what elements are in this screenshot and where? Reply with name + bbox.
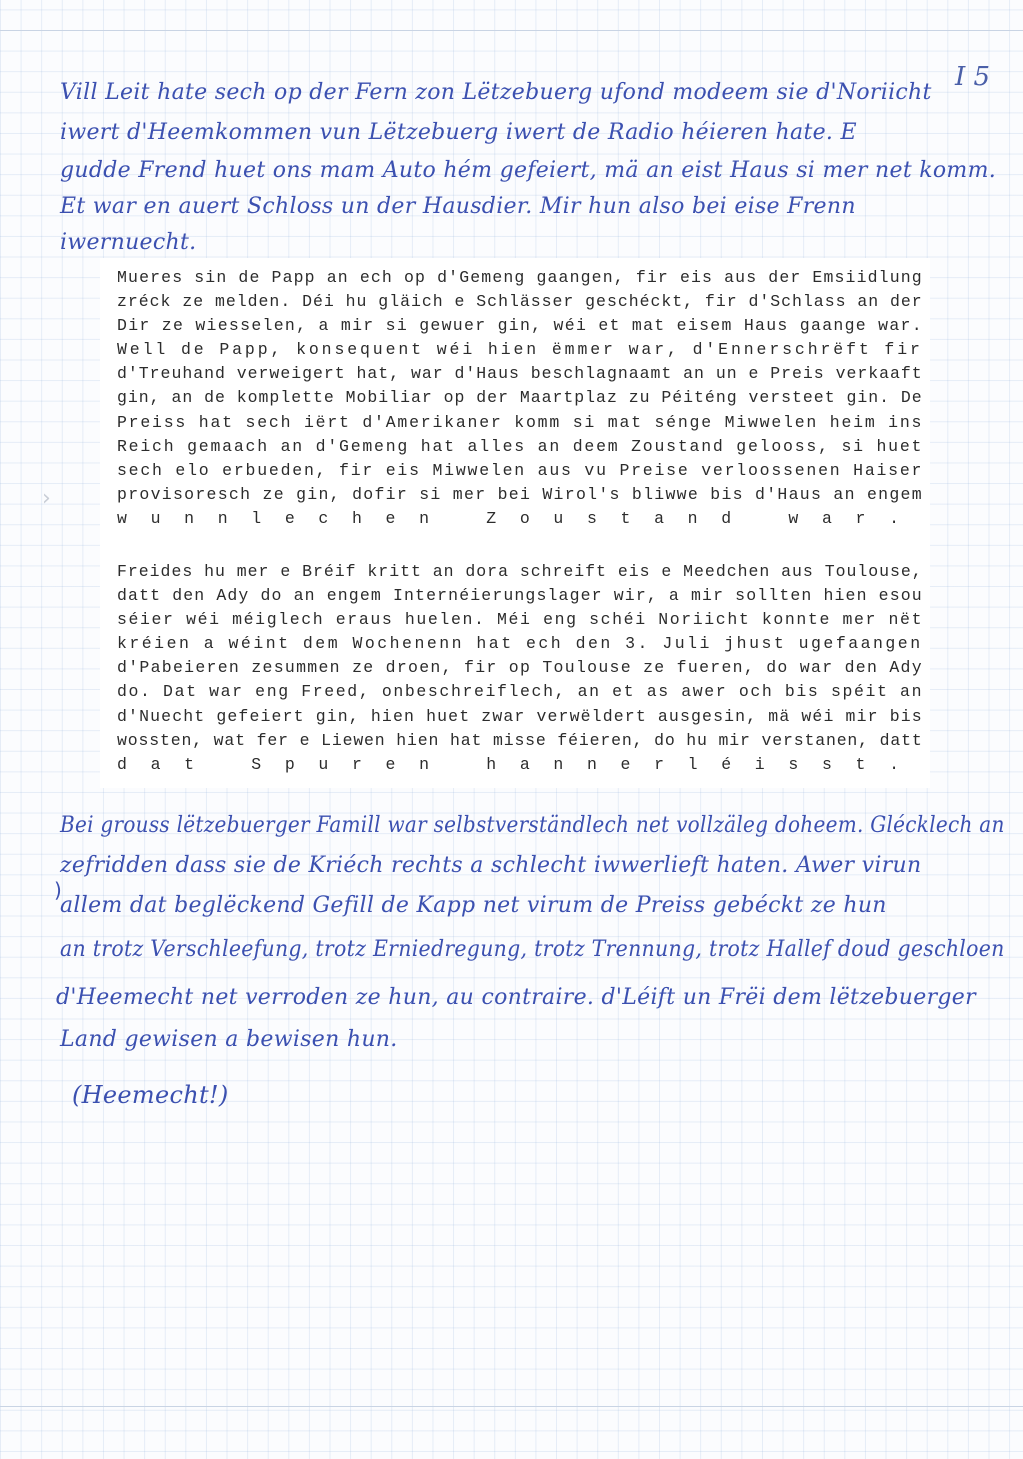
handwritten-line: Et war en auert Schloss un der Hausdier. Mir hun also bei eise Frenn xyxy=(60,194,856,219)
typed-line: Reich gemaach an d'Gemeng hat alles an deem Zoustand gelooss, si huet xyxy=(117,436,923,456)
handwritten-line: allem dat beglëckend Gefill de Kapp net virum de Preiss gebéckt ze hun xyxy=(60,893,887,918)
handwritten-line: an trotz Verschleefung, trotz Erniedregung, trotz Trennung, trotz Hallef doud geschloen xyxy=(60,937,1005,962)
typed-line: sech elo erbueden, fir eis Miwwelen aus vu Preise verloossenen Haiser xyxy=(117,460,923,480)
typed-line: wunnlechen Zoustand war. xyxy=(117,508,923,528)
typed-line: Preiss hat sech iërt d'Amerikaner komm si mat sénge Miwwelen heim ins xyxy=(117,412,923,432)
typed-line: d'Pabeieren zesummen ze droen, fir op Toulouse ze fueren, do war den Ady xyxy=(117,658,923,678)
typed-line: Freides hu mer e Bréif kritt an dora schreift eis e Meedchen aus Toulouse, xyxy=(117,562,923,581)
page-number: I 5 xyxy=(955,62,991,92)
typed-line: wossten, wat fer e Liewen hien hat misse féieren, do hu mir verstanen, datt xyxy=(117,730,923,750)
handwritten-line: iwernuecht. xyxy=(60,230,197,255)
handwritten-line: Vill Leit hate sech op der Fern zon Lëtzebuerg ufond modeem sie d'Noriicht xyxy=(60,80,932,105)
handwritten-line: Land gewisen a bewisen hun. xyxy=(60,1027,398,1052)
handwritten-line: (Heemecht!) xyxy=(72,1081,229,1109)
handwritten-bottom-block xyxy=(56,805,1015,1135)
handwritten-line: Bei grouss lëtzebuerger Famill war selbstverständlech net vollzäleg doheem. Glécklech an xyxy=(60,813,1005,838)
handwritten-line: zefridden dass sie de Kriéch rechts a schlecht iwwerlieft haten. Awer virun xyxy=(60,853,922,878)
handwritten-line: d'Heemecht net verroden ze hun, au contraire. d'Léift un Frëi dem lëtzebuerger xyxy=(56,985,976,1010)
typed-line: provisoresch ze gin, dofir si mer bei Wirol's bliwwe bis d'Haus an engem xyxy=(117,484,923,504)
typed-line: d'Nuecht gefeiert gin, hien huet zwar verwëldert ausgesin, mä wéi mir bis xyxy=(117,706,923,726)
handwritten-top-block xyxy=(60,70,1015,260)
margin-bracket-mark: › xyxy=(42,486,51,511)
typed-paragraph-2 xyxy=(117,560,923,777)
handwritten-line: gudde Frend huet ons mam Auto hém gefeiert, mä an eist Haus si mer net komm. xyxy=(60,158,997,183)
typed-line: Dir ze wiesselen, a mir si gewuer gin, wéi et mat eisem Haus gaange war. xyxy=(117,316,923,336)
typed-line: datt den Ady do an engem Internéierungslager wir, a mir sollten hien esou xyxy=(117,586,923,606)
top-margin-rule xyxy=(0,30,1023,31)
margin-bracket-mark: ) xyxy=(54,878,62,902)
typed-line: do. Dat war eng Freed, onbeschreiflech, an et as awer och bis spéit an xyxy=(117,682,923,702)
typed-line: dat Spuren hannerléisst. xyxy=(117,754,923,774)
handwritten-line: iwert d'Heemkommen vun Lëtzebuerg iwert de Radio héieren hate. E xyxy=(60,120,857,145)
typed-text-block xyxy=(100,258,930,788)
typed-line: kréien a wéint dem Wochenenn hat ech den 3. Juli jhust ugefaangen xyxy=(117,634,923,654)
typed-line: zréck ze melden. Déi hu gläich e Schlässer geschéckt, fir d'Schlass an der xyxy=(117,292,923,312)
typed-line: gin, an de komplette Mobiliar op der Maartplaz zu Péiténg versteet gin. De xyxy=(117,388,923,408)
typed-line: séier wéi méiglech eraus huelen. Méi eng schéi Noriicht konnte mer nët xyxy=(117,610,923,630)
typed-paragraph-1 xyxy=(117,266,923,531)
typed-line: Well de Papp, konsequent wéi hien ëmmer war, d'Ennerschrëft fir xyxy=(117,340,923,360)
typed-line: Mueres sin de Papp an ech op d'Gemeng gaangen, fir eis aus der Emsiidlung xyxy=(117,268,923,287)
typed-line: d'Treuhand verweigert hat, war d'Haus beschlagnaamt an un e Preis verkaaft xyxy=(117,364,923,384)
bottom-margin-rule xyxy=(0,1406,1023,1407)
